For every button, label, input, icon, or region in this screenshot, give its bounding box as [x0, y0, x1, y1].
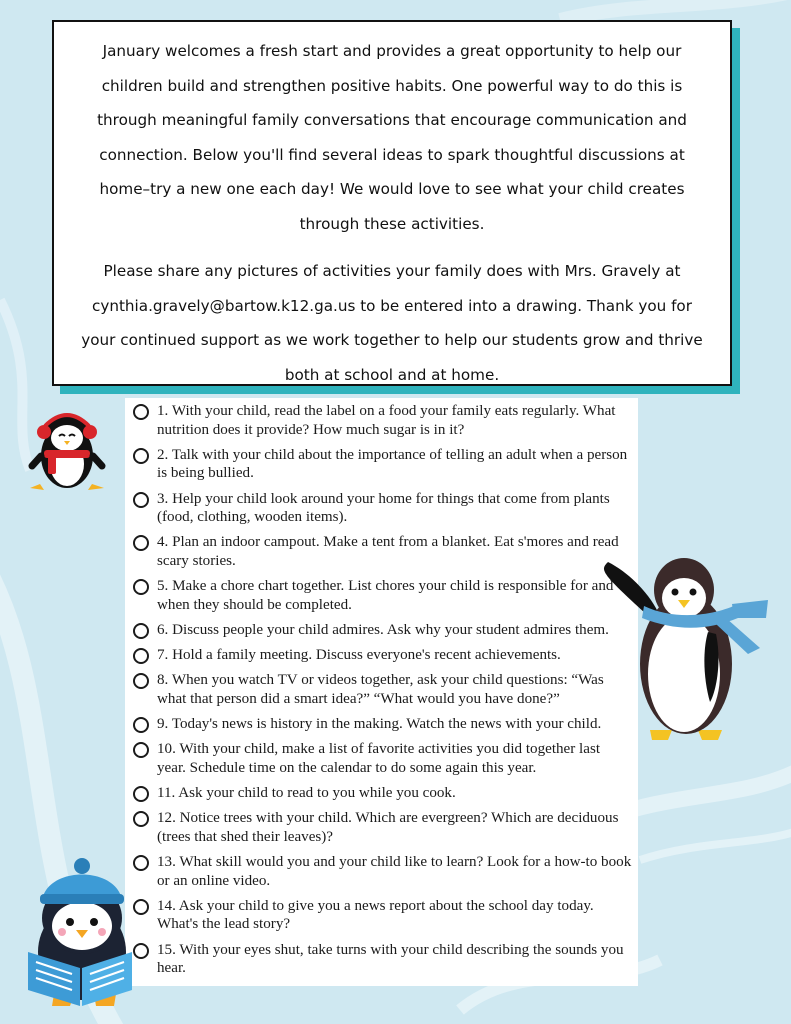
activity-text: 11. Ask your child to read to you while you cook. — [157, 785, 456, 802]
activity-item — [133, 809, 632, 846]
checkbox-circle-icon[interactable] — [133, 811, 149, 827]
checkbox-circle-icon[interactable] — [133, 492, 149, 508]
activity-item — [133, 533, 632, 570]
activity-item — [133, 577, 632, 614]
activity-text: 10. With your child, make a list of favorite activities you did together last year. Schedule time on the calendar to do some again this year. — [157, 741, 601, 776]
activity-text: 1. With your child, read the label on a food your family eats regularly. What nutrition does it provide? How much sugar is in it? — [157, 403, 616, 438]
activity-text: 9. Today's news is history in the making. Watch the news with your child. — [157, 716, 602, 733]
checkbox-circle-icon[interactable] — [133, 448, 149, 464]
checkbox-circle-icon[interactable] — [133, 404, 149, 420]
checkbox-circle-icon[interactable] — [133, 579, 149, 595]
activity-item — [133, 402, 632, 439]
activity-item — [133, 740, 632, 777]
activity-text: 7. Hold a family meeting. Discuss everyone's recent achievements. — [157, 647, 561, 664]
activity-item — [133, 646, 632, 665]
penguin-reading-book-icon — [24, 856, 140, 1008]
checkbox-circle-icon[interactable] — [133, 673, 149, 689]
activity-text: 15. With your eyes shut, take turns with your child describing the sounds you hear. — [157, 941, 624, 977]
intro-box — [52, 20, 732, 386]
checkbox-circle-icon[interactable] — [133, 786, 149, 802]
intro-paragraph-1: January welcomes a fresh start and provides a great opportunity to help our children build and strengthen positive habits. One powerful way to do this is through meaningful family conversations that encourage communication and connection. Below you'll find several ideas to spark thoughtful discussions at home–try a new one each day! We would love to see what your child creates through these activities. — [97, 42, 687, 233]
activity-item — [133, 446, 632, 483]
activity-item — [133, 941, 632, 978]
activity-text: 5. Make a chore chart together. List chores your child is responsible for and when they should be completed. — [157, 578, 614, 613]
penguin-scarf-waving-icon — [598, 552, 770, 744]
activity-text: 8. When you watch TV or videos together, ask your child questions: “Was what that person did a smart idea?” “What would you have done?” — [157, 672, 604, 707]
checkbox-circle-icon[interactable] — [133, 717, 149, 733]
checkbox-circle-icon[interactable] — [133, 742, 149, 758]
checkbox-circle-icon[interactable] — [133, 648, 149, 664]
activity-item — [133, 897, 632, 934]
activity-item — [133, 490, 632, 527]
activity-text: 4. Plan an indoor campout. Make a tent from a blanket. Eat s'mores and read scary stories. — [157, 534, 619, 569]
activity-text: 12. Notice trees with your child. Which are evergreen? Which are deciduous (trees that shed their leaves)? — [157, 810, 619, 845]
checkbox-circle-icon[interactable] — [133, 623, 149, 639]
activity-item — [133, 784, 632, 803]
activities-list — [125, 398, 638, 986]
intro-paragraph-2: Please share any pictures of activities your family does with Mrs. Gravely at cynthia.gravely@bartow.k12.ga.us to be entered into a drawing. Thank you for your continued support as we work together to help our students grow and thrive both at school and at home. — [81, 262, 703, 384]
activity-item — [133, 621, 632, 640]
activity-text: 13. What skill would you and your child like to learn? Look for a how-to book or an online video. — [157, 854, 632, 889]
activity-text: 2. Talk with your child about the importance of telling an adult when a person is being bullied. — [157, 446, 628, 482]
penguin-earmuffs-icon — [26, 404, 108, 496]
activity-item — [133, 715, 632, 734]
activity-text: 6. Discuss people your child admires. Ask why your student admires them. — [157, 621, 609, 638]
activity-item — [133, 853, 632, 890]
checkbox-circle-icon[interactable] — [133, 535, 149, 551]
activity-text: 14. Ask your child to give you a news report about the school day today. What's the lead story? — [157, 897, 594, 933]
activity-text: 3. Help your child look around your home for things that come from plants (food, clothing, wooden items). — [157, 490, 610, 526]
activity-item — [133, 671, 632, 708]
